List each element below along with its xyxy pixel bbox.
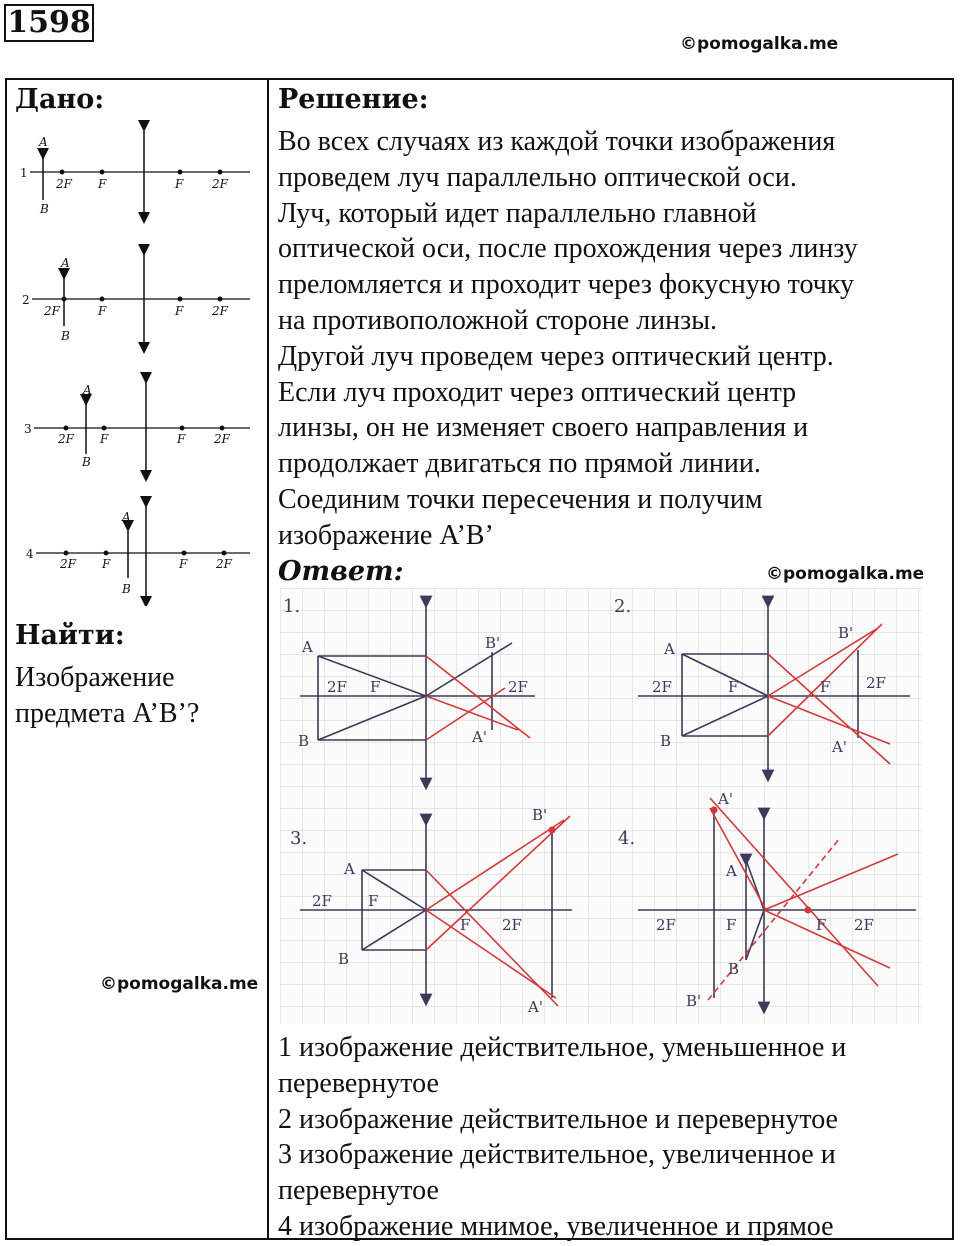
svg-text:2F: 2F bbox=[212, 177, 228, 191]
svg-text:F: F bbox=[175, 304, 184, 318]
column-divider bbox=[267, 78, 269, 1240]
svg-text:B': B' bbox=[485, 634, 501, 652]
svg-text:2F: 2F bbox=[866, 674, 886, 692]
diagram-index: 1 bbox=[20, 166, 28, 180]
given-heading: Дано: bbox=[15, 84, 105, 115]
svg-text:F: F bbox=[179, 557, 188, 571]
svg-text:1.: 1. bbox=[283, 596, 301, 617]
svg-text:A': A' bbox=[718, 790, 733, 808]
svg-text:F: F bbox=[370, 678, 381, 696]
svg-text:F: F bbox=[177, 432, 186, 446]
find-text: Изображение предмета A’B’? bbox=[15, 662, 200, 729]
svg-text:A: A bbox=[302, 638, 313, 656]
svg-text:F: F bbox=[726, 916, 737, 934]
svg-text:B': B' bbox=[686, 992, 702, 1010]
svg-text:3: 3 bbox=[24, 422, 32, 436]
svg-text:2F: 2F bbox=[508, 678, 528, 696]
svg-text:2F: 2F bbox=[854, 916, 874, 934]
svg-text:F: F bbox=[102, 557, 111, 571]
svg-text:A: A bbox=[344, 860, 355, 878]
svg-text:F: F bbox=[460, 916, 471, 934]
svg-text:B: B bbox=[61, 329, 70, 343]
svg-text:2F: 2F bbox=[502, 916, 522, 934]
svg-text:B: B bbox=[298, 732, 310, 750]
svg-text:F: F bbox=[98, 177, 107, 191]
svg-text:F: F bbox=[100, 432, 109, 446]
svg-text:2F: 2F bbox=[60, 557, 76, 571]
svg-text:F: F bbox=[368, 892, 379, 910]
svg-text:2F: 2F bbox=[216, 557, 232, 571]
solution-text: Во всех случаях из каждой точки изображения проведем луч параллельно оптической оси. Луч, который идет параллельно главной оптической оси, после прохождения через линзу преломляется и проходит через фокусную точку на противоположной стороне линзы. Другой луч проведем через оптический центр. Если луч проходит через оптический центр линзы, он не изменяет своего направления и продолжает двигаться по прямой линии. Соединим точки пересечения и получим изображение A’B’ bbox=[278, 126, 858, 551]
svg-text:A: A bbox=[726, 862, 737, 880]
svg-text:2F: 2F bbox=[652, 678, 672, 696]
problem-number: 1598 bbox=[4, 4, 94, 42]
svg-text:A: A bbox=[122, 510, 131, 524]
svg-text:B: B bbox=[728, 960, 740, 978]
given-diagram-4 bbox=[26, 502, 250, 602]
given-diagram-2 bbox=[22, 250, 250, 348]
svg-text:F: F bbox=[728, 678, 739, 696]
svg-text:A': A' bbox=[832, 738, 847, 756]
svg-text:2F: 2F bbox=[56, 177, 72, 191]
label-a: A bbox=[39, 135, 48, 149]
svg-text:A: A bbox=[83, 383, 92, 397]
answer-heading: Ответ: bbox=[278, 556, 404, 587]
svg-text:2F: 2F bbox=[656, 916, 676, 934]
svg-text:2F: 2F bbox=[58, 432, 74, 446]
solution-heading: Решение: bbox=[278, 84, 429, 115]
svg-text:2F: 2F bbox=[44, 304, 60, 318]
svg-text:A': A' bbox=[528, 998, 543, 1016]
answer-sketches bbox=[280, 588, 922, 1024]
given-diagrams bbox=[14, 116, 260, 606]
watermark: ©pomogalka.me bbox=[680, 34, 839, 54]
answer-text: 1 изображение действительное, уменьшенное и перевернутое 2 изображение действительное и перевернутое 3 изображение действительное, увеличенное и перевернутое 4 изображение мнимое, увеличенное и прямое bbox=[278, 1032, 847, 1242]
svg-text:3.: 3. bbox=[290, 828, 308, 849]
svg-text:F: F bbox=[175, 177, 184, 191]
svg-text:F: F bbox=[820, 678, 831, 696]
find-heading: Найти: bbox=[15, 620, 125, 651]
svg-text:2F: 2F bbox=[312, 892, 332, 910]
svg-text:B: B bbox=[122, 582, 131, 596]
watermark-right: ©pomogalka.me bbox=[766, 564, 925, 584]
svg-text:F: F bbox=[98, 304, 107, 318]
watermark-left: ©pomogalka.me bbox=[100, 974, 259, 994]
given-diagram-3 bbox=[24, 378, 250, 476]
svg-text:2F: 2F bbox=[327, 678, 347, 696]
svg-text:A': A' bbox=[472, 728, 487, 746]
given-diagram-1 bbox=[20, 126, 250, 218]
svg-text:B: B bbox=[660, 732, 672, 750]
svg-text:4: 4 bbox=[26, 547, 34, 561]
label-b: B bbox=[40, 202, 49, 216]
svg-text:2F: 2F bbox=[214, 432, 230, 446]
svg-text:B: B bbox=[338, 950, 350, 968]
svg-text:B': B' bbox=[838, 624, 854, 642]
svg-text:B: B bbox=[82, 455, 91, 469]
svg-text:B': B' bbox=[532, 806, 548, 824]
svg-text:2.: 2. bbox=[614, 596, 632, 617]
svg-text:4.: 4. bbox=[618, 828, 636, 849]
svg-text:A: A bbox=[664, 640, 675, 658]
svg-text:F: F bbox=[816, 916, 827, 934]
svg-text:A: A bbox=[61, 256, 70, 270]
svg-text:2F: 2F bbox=[212, 304, 228, 318]
svg-text:2: 2 bbox=[22, 293, 30, 307]
